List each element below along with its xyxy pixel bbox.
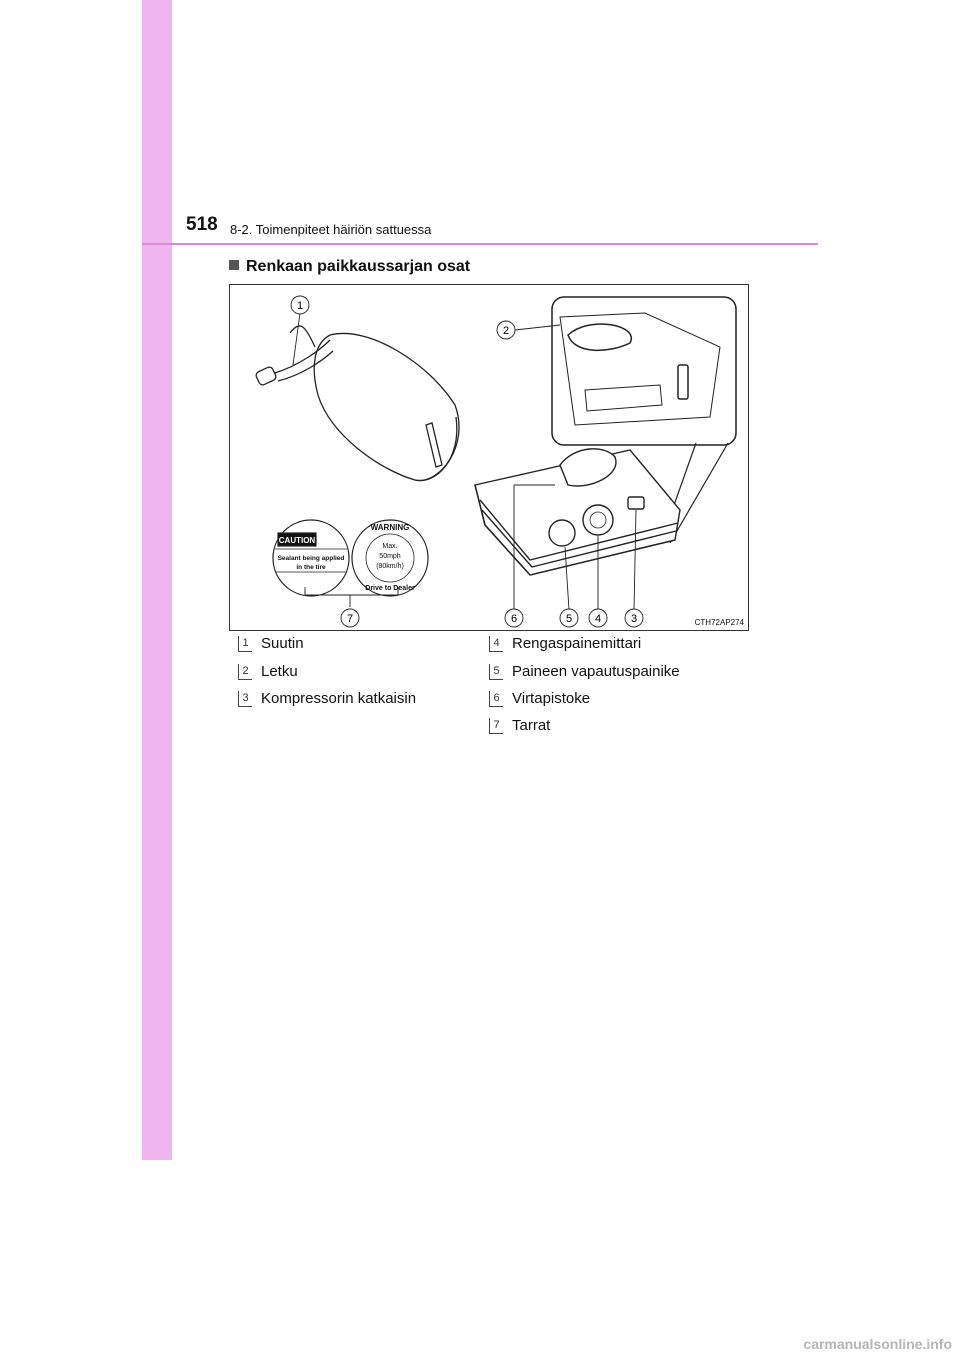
caution-title: CAUTION xyxy=(278,536,316,545)
callout-3 xyxy=(625,609,643,627)
running-header: 8-2. Toimenpiteet häiriön sattuessa xyxy=(230,222,432,237)
tire-repair-kit-figure xyxy=(229,284,749,631)
legend-item-4: 4 Rengaspainemittari xyxy=(489,635,641,652)
square-bullet-icon xyxy=(229,260,239,270)
warning-max: Max. xyxy=(382,543,398,550)
warning-sticker xyxy=(352,520,428,596)
section-heading-text: Renkaan paikkaussarjan osat xyxy=(246,258,471,275)
warning-bottom: Drive to Dealer xyxy=(365,585,415,592)
callout-2 xyxy=(497,321,515,339)
legend-item-5: 5 Paineen vapautuspainike xyxy=(489,663,680,680)
callout-7 xyxy=(341,609,359,627)
caution-sticker xyxy=(273,520,349,596)
svg-text:3: 3 xyxy=(630,613,638,625)
kit-illustration xyxy=(230,285,748,630)
watermark: carmanualsonline.info xyxy=(803,1336,952,1352)
warning-speed-kmh: (80km/h) xyxy=(376,563,404,570)
callout-6 xyxy=(505,609,523,627)
legend-item-3: 3 Kompressorin katkaisin xyxy=(238,690,416,707)
warning-speed-mph: 50mph xyxy=(379,553,401,560)
caution-line1: Sealant being applied xyxy=(277,555,345,562)
compressor xyxy=(475,449,680,575)
page-number: 518 xyxy=(186,214,218,235)
svg-text:7: 7 xyxy=(346,613,354,625)
legend-item-2: 2 Letku xyxy=(238,663,298,680)
svg-text:2: 2 xyxy=(502,325,510,337)
figure-code: CTH72AP274 xyxy=(694,618,744,627)
svg-text:6: 6 xyxy=(510,613,518,625)
callout-1 xyxy=(291,296,309,314)
legend-item-6: 6 Virtapistoke xyxy=(489,690,590,707)
callout-5 xyxy=(560,609,578,627)
legend-item-1: 1 Suutin xyxy=(238,635,304,652)
section-heading xyxy=(229,258,470,276)
svg-text:1: 1 xyxy=(296,300,304,312)
legend-item-7: 7 Tarrat xyxy=(489,717,550,734)
header-rule xyxy=(142,243,818,245)
page-side-tab xyxy=(142,0,172,1160)
callout-4 xyxy=(589,609,607,627)
caution-line2: in the tire xyxy=(296,564,326,571)
hose-storage-closeup xyxy=(552,297,736,445)
sealant-bottle xyxy=(255,326,459,481)
warning-title: WARNING xyxy=(370,523,410,532)
svg-text:5: 5 xyxy=(565,613,573,625)
svg-text:4: 4 xyxy=(594,613,602,625)
